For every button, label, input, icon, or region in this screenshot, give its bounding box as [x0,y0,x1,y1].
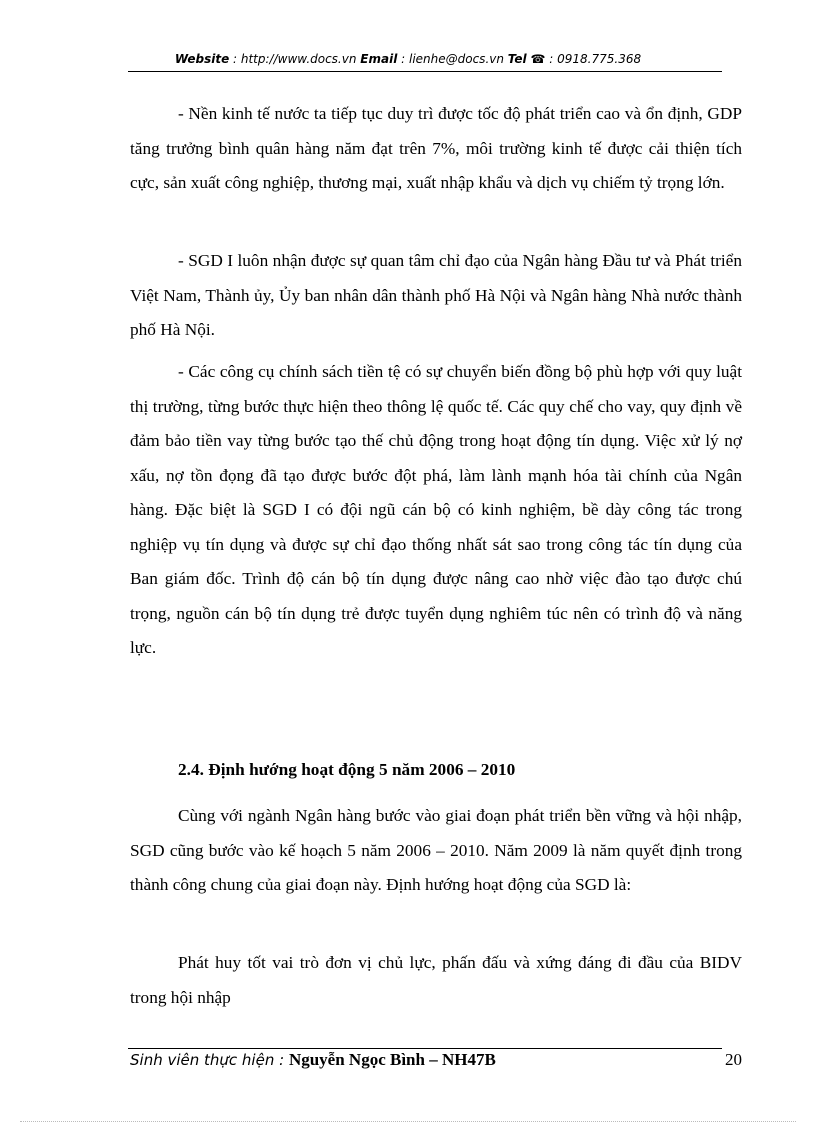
author-name: Nguyễn Ngọc Bình – NH47B [288,1050,496,1069]
paragraph-economy: - Nền kinh tế nước ta tiếp tục duy trì được tốc độ phát triển cao và ổn định, GDP tăng trưởng bình quân hàng năm đạt trên 7%, môi trường kinh tế được cải thiện tích cực, sản xuất công nghiệp, thương mại, xuất nhập khẩu và dịch vụ chiếm tỷ trọng lớn. [130,104,742,192]
page-number: 20 [725,1050,742,1069]
tel-label: Tel [507,52,527,66]
phone-icon: ☎ [530,52,546,66]
paragraph-orientation: Cùng với ngành Ngân hàng bước vào giai đoạn phát triển bền vững và hội nhập, SGD cũng bước vào kế hoạch 5 năm 2006 – 2010. Năm 2009 là năm quyết định trong thành công chung của giai đoạn này. Định hướng hoạt động của SGD là: [130,806,742,894]
website-value: : http://www.docs.vn [229,52,361,66]
section-heading: 2.4. Định hướng hoạt động 5 năm 2006 – 2010 [178,760,516,779]
email-label: Email [360,52,398,66]
header-divider [128,71,722,72]
page-footer [130,1050,496,1070]
page-header [0,52,816,66]
website-label: Website [174,52,230,66]
paragraph-sgd-support: - SGD I luôn nhận được sự quan tâm chỉ đạo của Ngân hàng Đầu tư và Phát triển Việt Nam, Thành ủy, Ủy ban nhân dân thành phố Hà Nội và Ngân hàng Nhà nước thành phố Hà Nội. [130,251,742,339]
paragraph-monetary-policy: - Các công cụ chính sách tiền tệ có sự chuyển biến đồng bộ phù hợp với quy luật thị trường, từng bước thực hiện theo thông lệ quốc tế. Các quy chế cho vay, quy định về đảm bảo tiền vay từng bước tạo thế chủ động trong hoạt động tín dụng. Việc xử lý nợ xấu, nợ tồn đọng đã tạo được bước đột phá, làm lành mạnh hóa tài chính của Ngân hàng. Đặc biệt là SGD I có đội ngũ cán bộ có kinh nghiệm, bề dày công tác trong nghiệp vụ tín dụng và được sự chỉ đạo thống nhất sát sao trong công tác tín dụng của Ban giám đốc. Trình độ cán bộ tín dụng được nâng cao nhờ việc đào tạo được chú trọng, nguồn cán bộ tín dụng trẻ được tuyển dụng nghiêm túc nên có trình độ và năng lực. [130,362,742,657]
email-value: : lienhe@docs.vn [397,52,508,66]
footer-divider [128,1048,722,1049]
footer-label: Sinh viên thực hiện : [130,1051,289,1069]
page-bottom-border [20,1121,796,1122]
tel-value: : 0918.775.368 [545,52,642,66]
paragraph-bidv-role: Phát huy tốt vai trò đơn vị chủ lực, phấn đấu và xứng đáng đi đầu của BIDV trong hội nhập [130,953,742,1007]
